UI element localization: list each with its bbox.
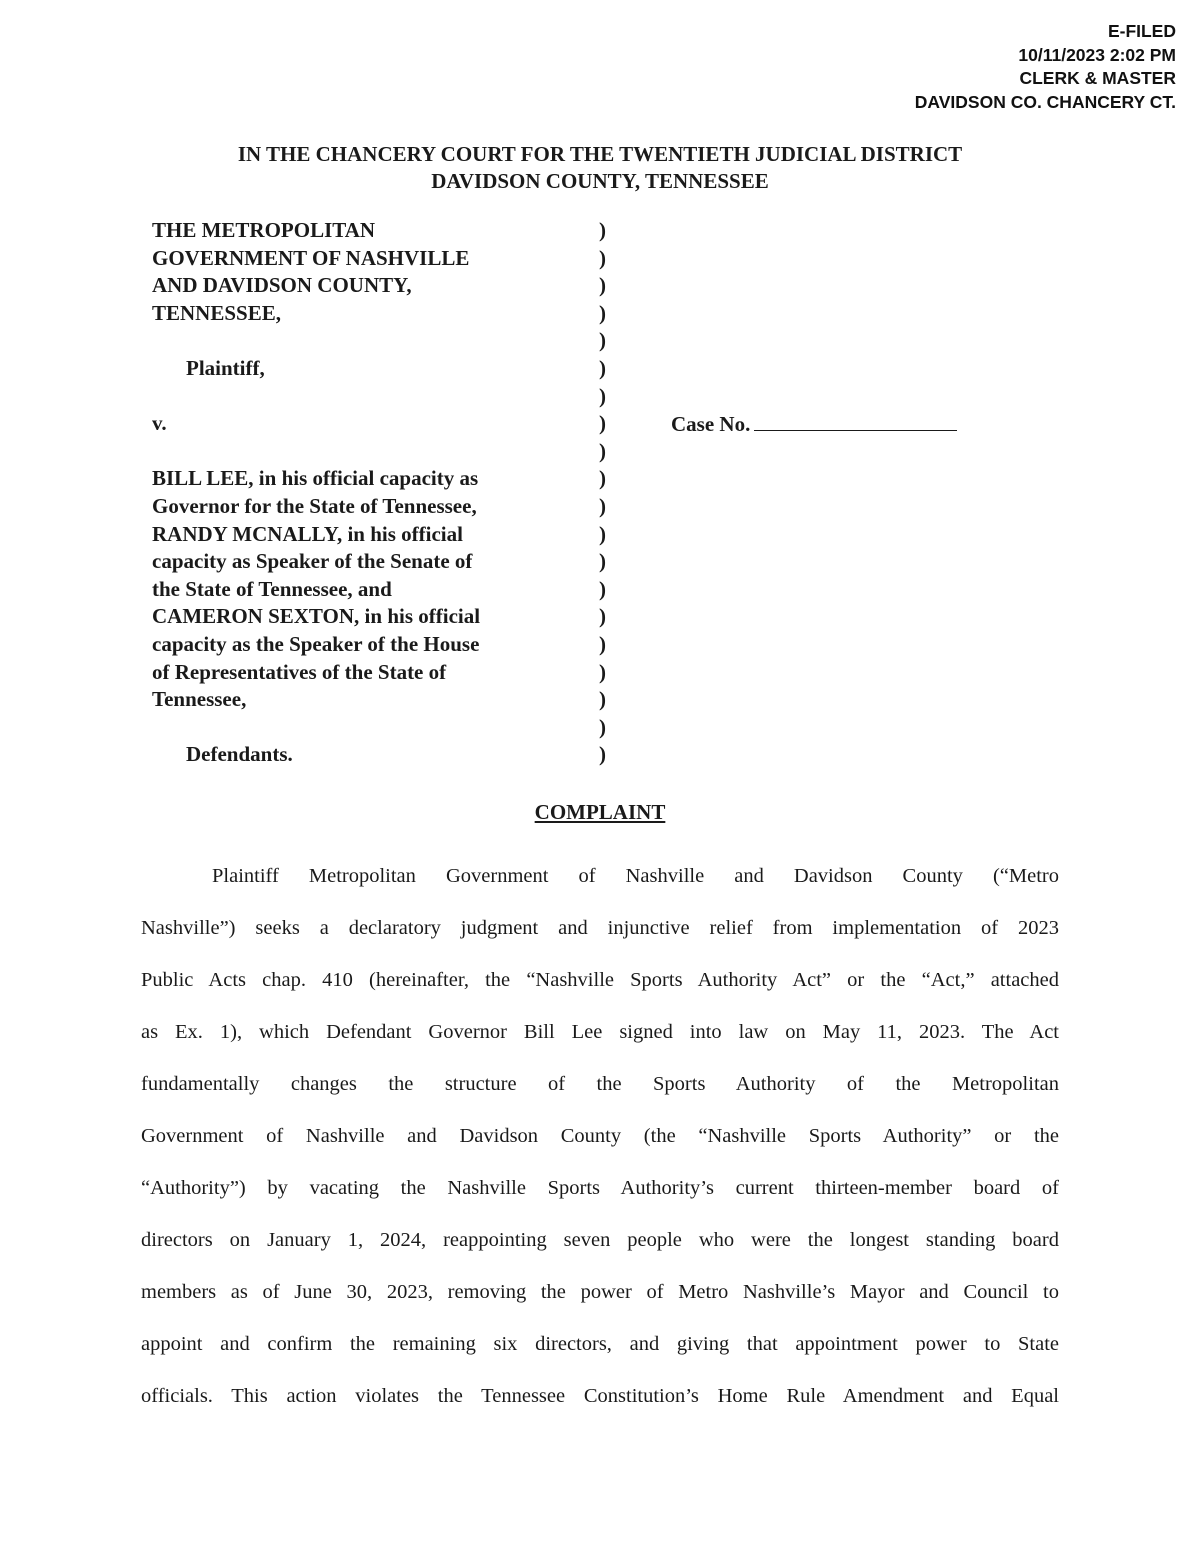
- caption-spacer: [152, 714, 582, 742]
- case-number-label: Case No.: [671, 412, 751, 436]
- plaintiff-name-line: GOVERNMENT OF NASHVILLE: [152, 245, 470, 270]
- plaintiff-name-line: AND DAVIDSON COUNTY,: [152, 273, 412, 298]
- complaint-heading: COMPLAINT: [534, 800, 666, 824]
- document-title: [0, 799, 1200, 826]
- body-line: “Authority”) by vacating the Nashville Sports Authority’s current thirteen-member board of: [141, 1177, 1059, 1199]
- body-line: fundamentally changes the structure of the Sports Authority of the Metropolitan: [141, 1073, 1059, 1095]
- caption-paren: ): [599, 742, 606, 767]
- body-line: appoint and confirm the remaining six directors, and giving that appointment power to State: [141, 1333, 1059, 1355]
- plaintiff-name-line: TENNESSEE,: [152, 300, 281, 325]
- filing-datetime: 10/11/2023 2:02 PM: [1018, 44, 1176, 65]
- body-line: members as of June 30, 2023, removing the power of Metro Nashville’s Mayor and Council to: [141, 1281, 1059, 1303]
- caption-paren: ): [599, 328, 606, 353]
- efiled-label: E-FILED: [1107, 21, 1176, 41]
- court-heading: [0, 141, 1200, 195]
- caption-parentheses-column: [599, 217, 606, 769]
- caption-spacer: [152, 327, 582, 355]
- caption-paren: ): [599, 218, 606, 242]
- versus-label: v.: [152, 411, 167, 436]
- defendant-name-line: RANDY MCNALLY, in his official: [152, 521, 463, 546]
- defendant-name-line: the State of Tennessee, and: [152, 576, 392, 601]
- caption-paren: ): [599, 438, 606, 463]
- body-line: officials. This action violates the Tennessee Constitution’s Home Rule Amendment and Equal: [141, 1385, 1059, 1407]
- caption-paren: ): [599, 604, 606, 629]
- plaintiff-label: Plaintiff,: [186, 355, 265, 380]
- caption-paren: ): [599, 411, 606, 436]
- efiling-stamp: [915, 20, 1176, 114]
- body-line: Public Acts chap. 410 (hereinafter, the “Nashville Sports Authority Act” or the “Act,” attached: [141, 969, 1059, 991]
- defendant-name-line: Tennessee,: [152, 687, 247, 712]
- body-line: Government of Nashville and Davidson County (the “Nashville Sports Authority” or the: [141, 1125, 1059, 1147]
- court-label: DAVIDSON CO. CHANCERY CT.: [914, 91, 1176, 112]
- caption-paren: ): [599, 300, 606, 325]
- caption-paren: ): [599, 576, 606, 601]
- caption-paren: ): [599, 714, 606, 739]
- caption-spacer: [152, 383, 582, 411]
- caption-paren: ): [599, 659, 606, 684]
- defendant-name-line: capacity as Speaker of the Senate of: [152, 549, 473, 574]
- defendant-name-line: BILL LEE, in his official capacity as: [152, 466, 479, 491]
- case-number-blank: [754, 410, 957, 431]
- defendant-name-line: Governor for the State of Tennessee,: [152, 493, 477, 518]
- caption-paren: ): [599, 273, 606, 298]
- defendant-label: Defendants.: [186, 742, 293, 767]
- caption-paren: ): [599, 245, 606, 270]
- caption-paren: ): [599, 355, 606, 380]
- defendant-name-line: of Representatives of the State of: [152, 659, 447, 684]
- case-caption: [152, 217, 582, 769]
- caption-spacer: [152, 438, 582, 466]
- caption-paren: ): [599, 493, 606, 518]
- clerk-label: CLERK & MASTER: [1019, 68, 1176, 88]
- caption-paren: ): [599, 687, 606, 712]
- defendant-name-line: capacity as the Speaker of the House: [152, 631, 480, 656]
- caption-paren: ): [599, 466, 606, 491]
- caption-paren: ): [599, 383, 606, 408]
- caption-paren: ): [599, 549, 606, 574]
- body-line: Nashville”) seeks a declaratory judgment and injunctive relief from implementation of 2023: [141, 917, 1059, 939]
- body-line: directors on January 1, 2024, reappointing seven people who were the longest standing board: [141, 1229, 1059, 1251]
- caption-paren: ): [599, 631, 606, 656]
- body-line: Plaintiff Metropolitan Government of Nashville and Davidson County (“Metro: [212, 865, 1059, 887]
- body-line: as Ex. 1), which Defendant Governor Bill Lee signed into law on May 11, 2023. The Act: [141, 1021, 1059, 1043]
- court-heading-line-2: DAVIDSON COUNTY, TENNESSEE: [431, 169, 769, 193]
- case-number-field: [671, 410, 957, 439]
- court-heading-line-1: IN THE CHANCERY COURT FOR THE TWENTIETH JUDICIAL DISTRICT: [237, 142, 963, 166]
- plaintiff-name-line: THE METROPOLITAN: [152, 218, 376, 242]
- caption-paren: ): [599, 521, 606, 546]
- complaint-body: [141, 850, 1059, 1422]
- defendant-name-line: CAMERON SEXTON, in his official: [152, 604, 481, 629]
